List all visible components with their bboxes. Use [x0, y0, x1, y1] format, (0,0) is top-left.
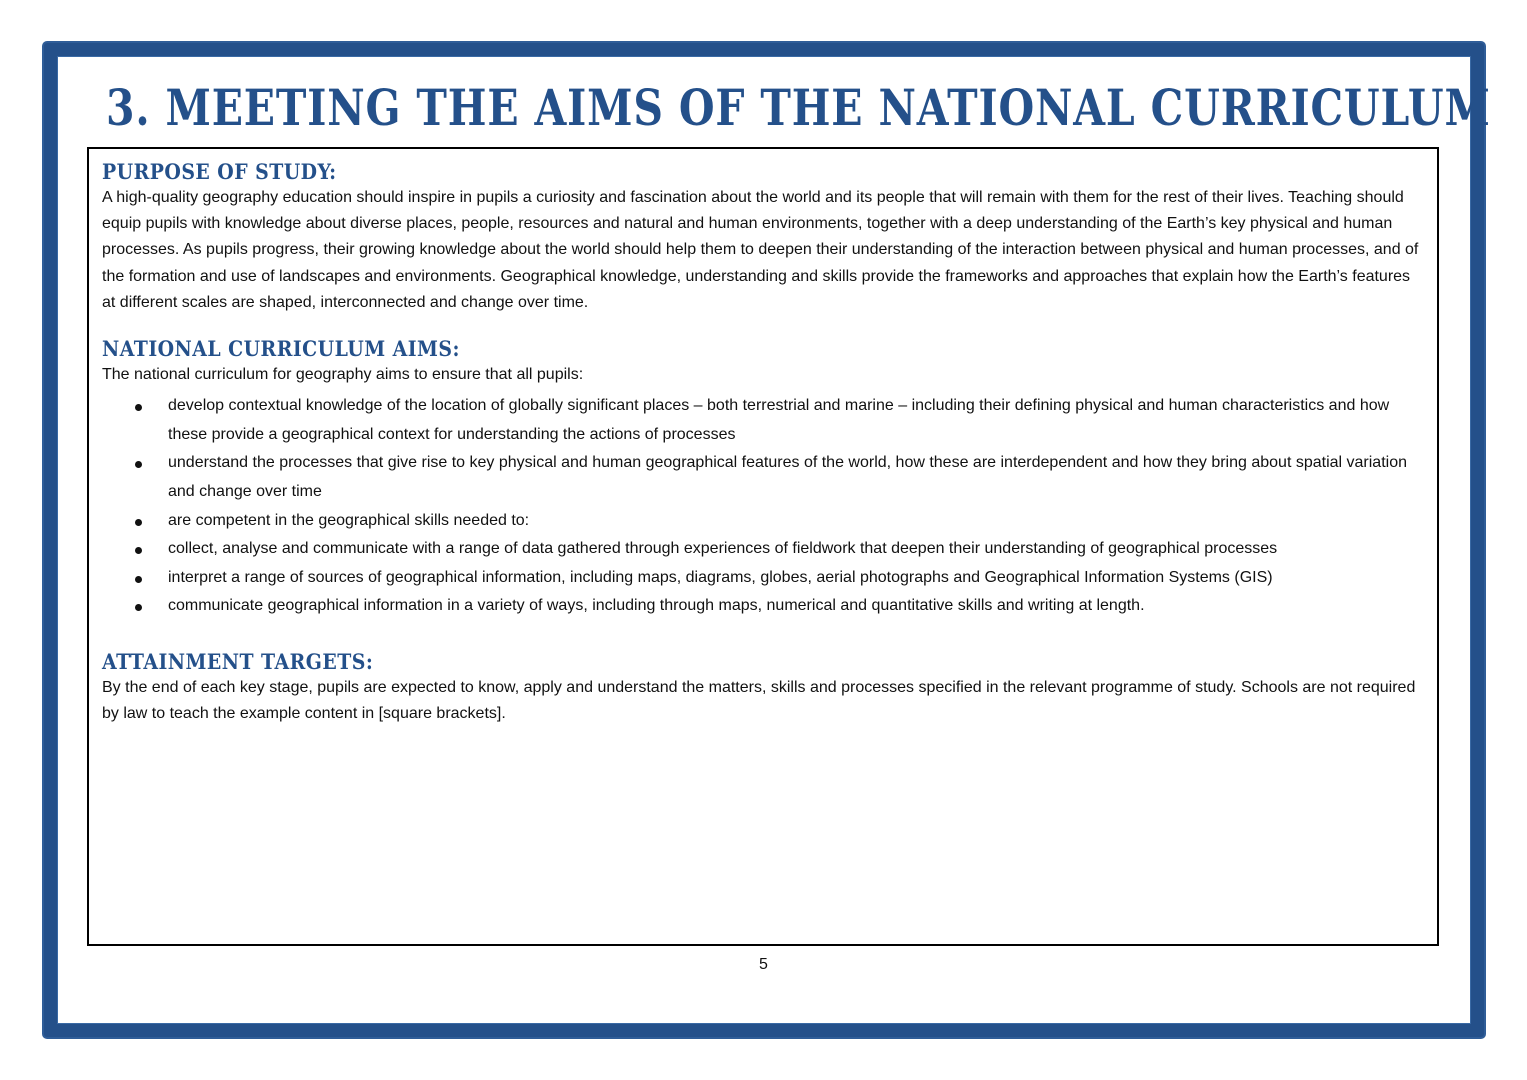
list-item	[102, 592, 1423, 621]
bullet-icon	[135, 576, 142, 583]
list-item	[102, 449, 1423, 506]
list-item-text: collect, analyse and communicate with a range of data gathered through experiences of fieldwork that deepen their understanding of geographical processes	[168, 540, 1278, 558]
content-box	[87, 147, 1439, 946]
bullet-icon	[135, 547, 142, 554]
list-item-text: understand the processes that give rise to key physical and human geographical features of the world, how these are interdependent and how they bring about spatial variation and change over time	[168, 454, 1407, 500]
list-item	[102, 507, 1423, 536]
aims-heading: NATIONAL CURRICULUM AIMS:	[102, 336, 460, 362]
bullet-icon	[135, 519, 142, 526]
purpose-heading: PURPOSE OF STUDY:	[102, 159, 337, 184]
attainment-heading: ATTAINMENT TARGETS:	[102, 648, 374, 674]
list-item	[102, 392, 1423, 449]
list-item	[102, 564, 1423, 593]
list-item-text: interpret a range of sources of geographical information, including maps, diagrams, globes, aerial photographs and Geographical Information Systems (GIS)	[168, 568, 1273, 586]
purpose-text: A high-quality geography education should inspire in pupils a curiosity and fascination about the world and its people that will remain with them for the rest of their lives. Teaching should equip pupils with knowledge about diverse places, people, resources and natural and human environments, together with a deep understanding of the Earth’s key physical and human processes. As pupils progress, their growing knowledge about the world should help them to deepen their understanding of the interaction between physical and human processes, and of the formation and use of landscapes and environments. Geographical knowledge, understanding and skills provide the frameworks and approaches that explain how the Earth’s features at different scales are shaped, interconnected and change over time.	[102, 189, 1419, 311]
attainment-text: By the end of each key stage, pupils are expected to know, apply and understand the matters, skills and processes specified in the relevant programme of study. Schools are not required by law to teach the example content in [square brackets].	[102, 678, 1416, 723]
bullet-icon	[135, 604, 142, 611]
bullet-icon	[135, 461, 142, 468]
page-title: 3. MEETING THE AIMS OF THE NATIONAL CURRICULUM	[106, 78, 1491, 137]
list-item-text: communicate geographical information in a variety of ways, including through maps, numerical and quantitative skills and writing at length.	[168, 597, 1145, 615]
page-number: 5	[759, 956, 768, 973]
aims-list	[102, 392, 1423, 621]
bullet-icon	[135, 404, 142, 411]
list-item-text: are competent in the geographical skills needed to:	[168, 511, 530, 529]
list-item-text: develop contextual knowledge of the location of globally significant places – both terrestrial and marine – including their defining physical and human characteristics and how these provide a geographical context for understanding the actions of processes	[168, 397, 1390, 443]
aims-intro: The national curriculum for geography aims to ensure that all pupils:	[102, 366, 584, 384]
list-item	[102, 535, 1423, 564]
